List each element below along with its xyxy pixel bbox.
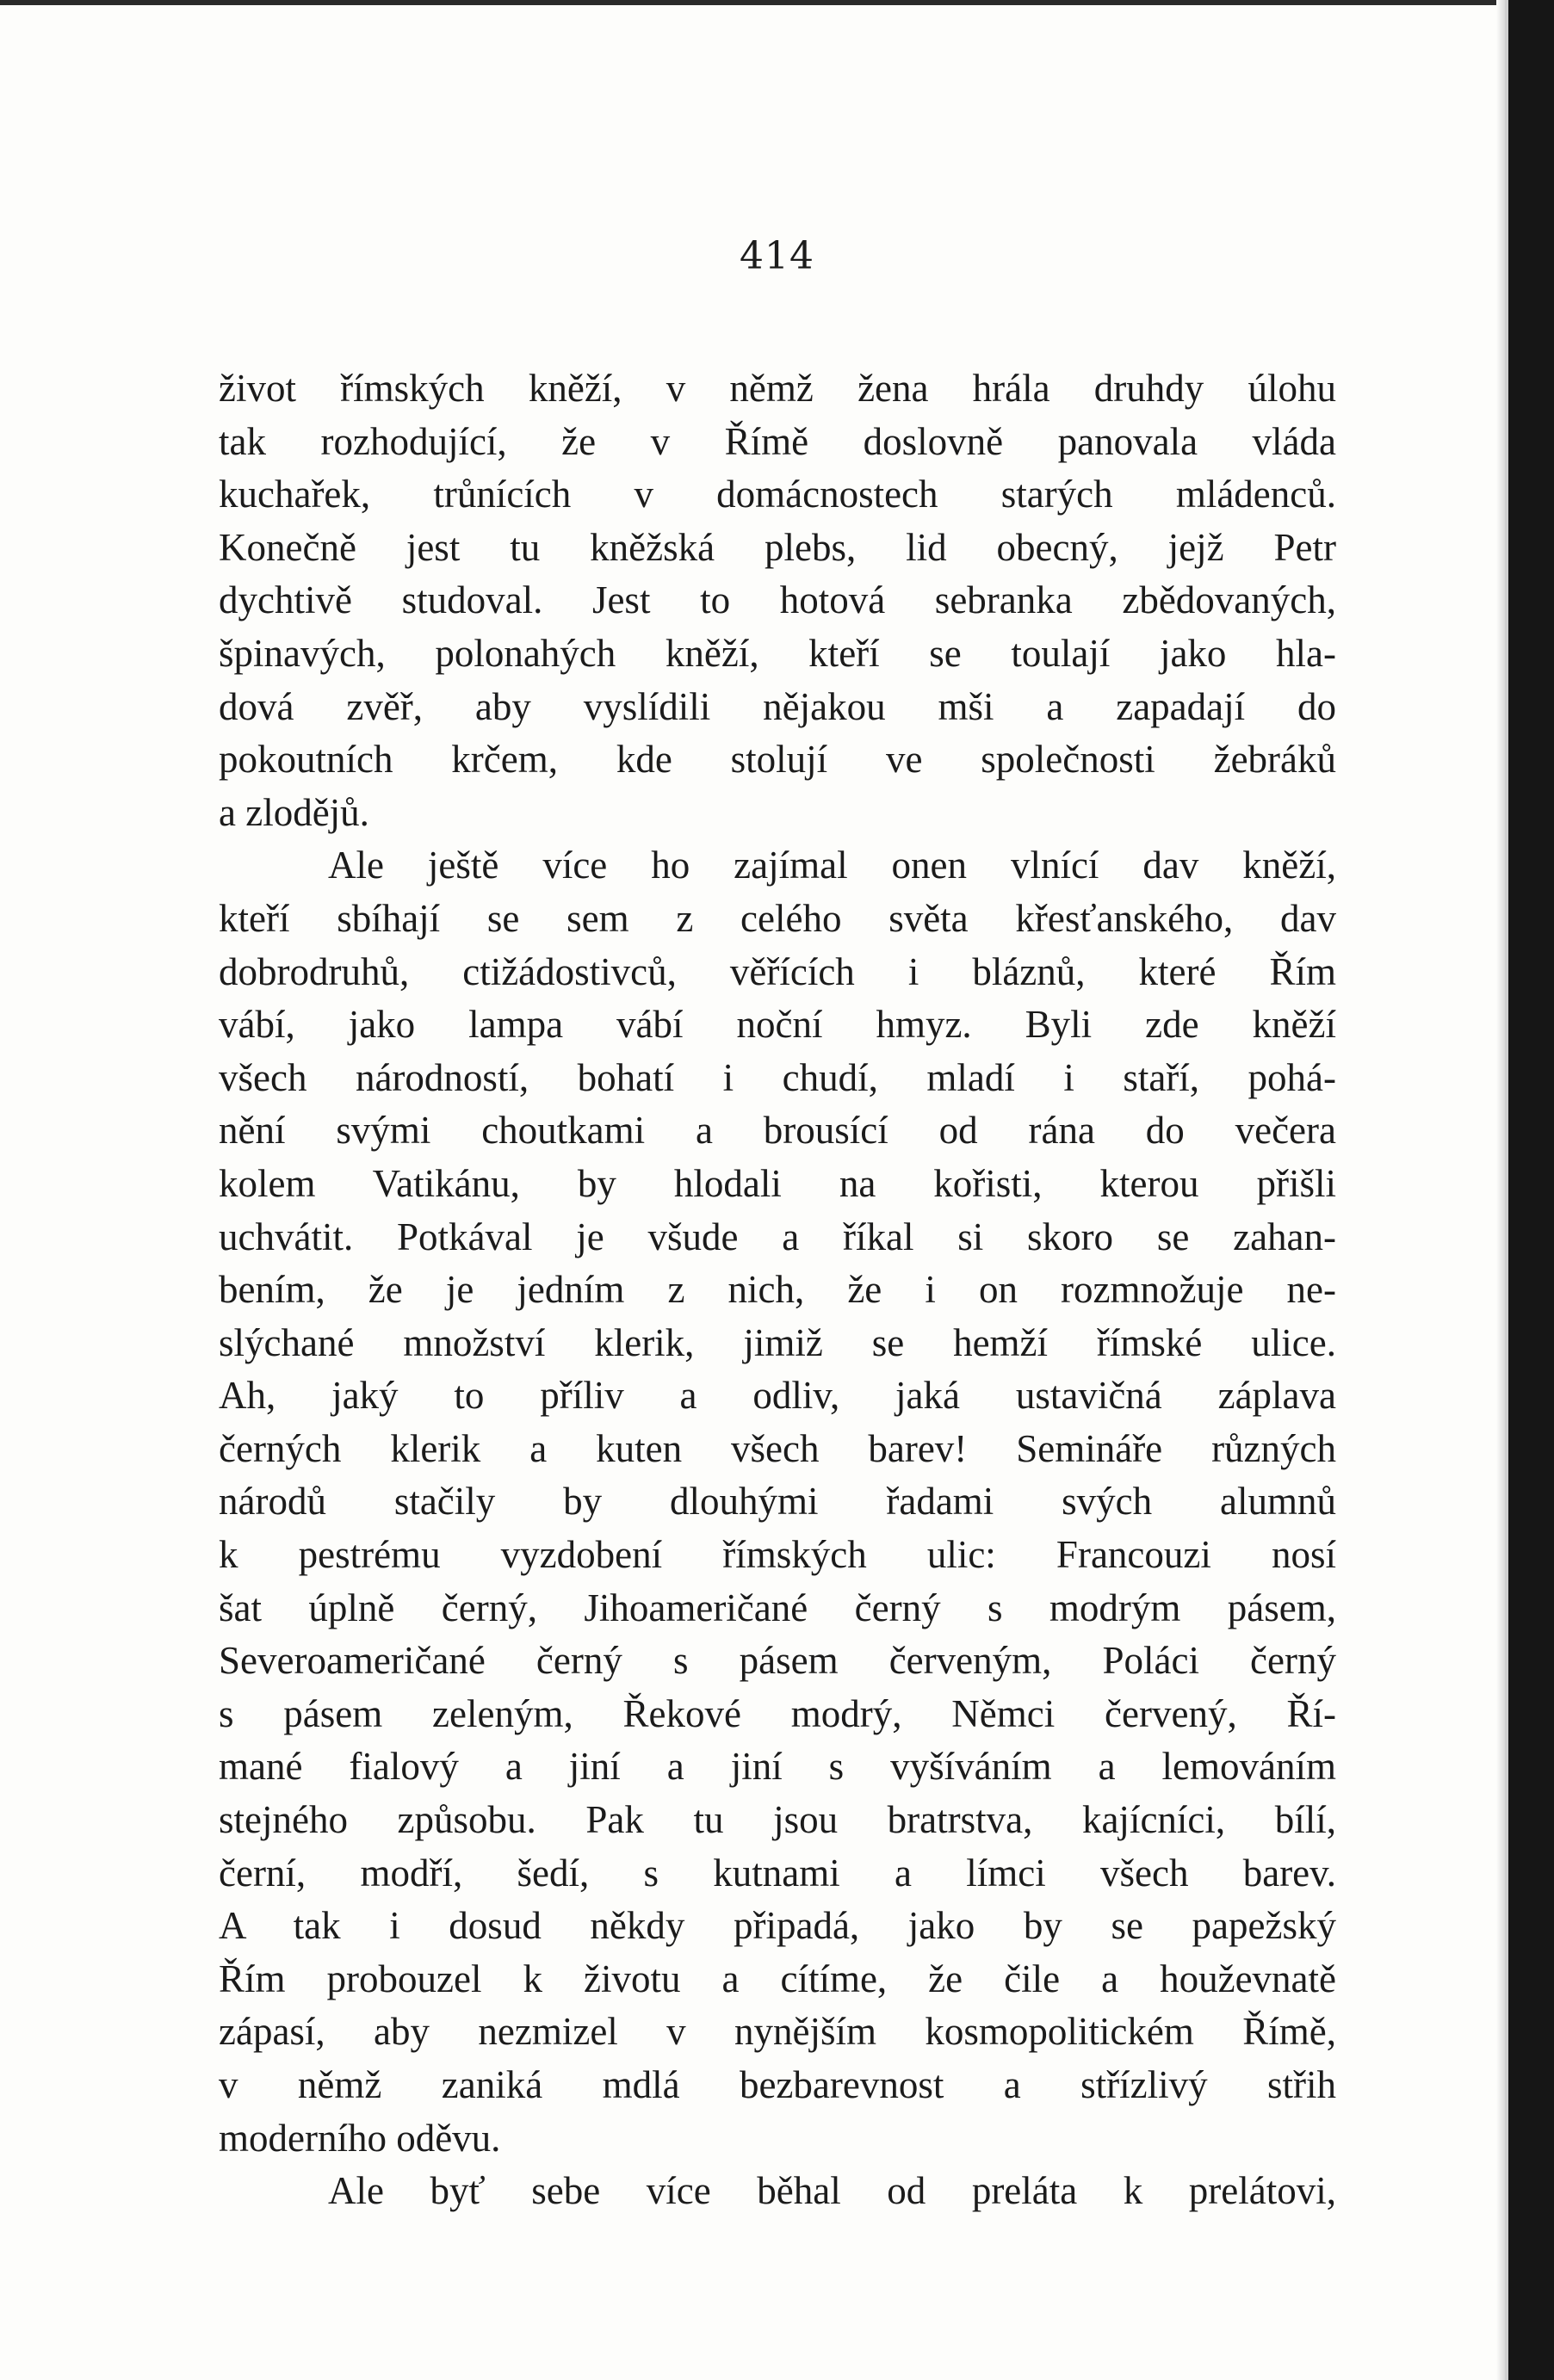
text-line: tak rozhodující, že v Římě doslovně panovala vláda — [219, 419, 1336, 463]
text-line: slýchané množství klerik, jimiž se hemží římské ulice. — [219, 1320, 1336, 1364]
text-line: Ale ještě více ho zajímal onen vlnící dav kněží, — [328, 844, 1336, 887]
text-line: špinavých, polonahých kněží, kteří se toulají jako hla- — [219, 631, 1336, 675]
text-line: bením, že je jedním z nich, že i on rozmnožuje ne- — [219, 1268, 1336, 1312]
text-line: zápasí, aby nezmizel v nynějším kosmopolitickém Římě, — [219, 2010, 1336, 2054]
text-line: s pásem zeleným, Řekové modrý, Němci červený, Ří- — [219, 1691, 1336, 1735]
text-line: a zlodějů. — [219, 790, 369, 834]
text-line: A tak i dosud někdy připadá, jako by se papežský — [219, 1904, 1336, 1948]
text-line: vábí, jako lampa vábí noční hmyz. Byli zde kněží — [219, 1003, 1336, 1047]
text-line: dychtivě studoval. Jest to hotová sebranka zbědovaných, — [219, 578, 1336, 622]
text-line: černí, modří, šedí, s kutnami a límci všech barev. — [219, 1851, 1336, 1895]
scan-top-edge — [0, 0, 1554, 5]
text-line: kolem Vatikánu, by hlodali na kořisti, kterou přišli — [219, 1161, 1336, 1205]
text-line: Konečně jest tu kněžská plebs, lid obecný, jejž Petr — [219, 525, 1336, 569]
text-line: dobrodruhů, ctižádostivců, věřících i bláznů, které Řím — [219, 949, 1336, 993]
text-line: pokoutních krčem, kde stolují ve společnosti žebráků — [219, 738, 1336, 782]
text-line: kuchařek, trůnících v domácnostech starých mládenců. — [219, 473, 1336, 516]
text-line: národů stačily by dlouhými řadami svých alumnů — [219, 1480, 1336, 1524]
scan-binding-edge — [1505, 0, 1554, 2380]
text-line: kteří sbíhají se sem z celého světa křesťanského, dav — [219, 896, 1336, 940]
text-line: Severoameričané černý s pásem červeným, Poláci černý — [219, 1639, 1336, 1683]
text-line: v němž zaniká mdlá bezbarevnost a střízlivý střih — [219, 2063, 1336, 2106]
text-line: moderního oděvu. — [219, 2116, 501, 2160]
body-text — [219, 362, 1336, 2218]
text-line: život římských kněží, v němž žena hrála druhdy úlohu — [219, 367, 1336, 410]
text-line: všech národností, bohatí i chudí, mladí i staří, pohá- — [219, 1055, 1336, 1099]
text-line: černých klerik a kuten všech barev! Semináře různých — [219, 1426, 1336, 1470]
text-line: šat úplně černý, Jihoameričané černý s modrým pásem, — [219, 1586, 1336, 1629]
text-line: dová zvěř, aby vyslídili nějakou mši a zapadají do — [219, 684, 1336, 728]
text-line: Ah, jaký to příliv a odliv, jaká ustavičná záplava — [219, 1374, 1336, 1418]
text-line: k pestrému vyzdobení římských ulic: Francouzi nosí — [219, 1533, 1336, 1577]
text-line: stejného způsobu. Pak tu jsou bratrstva, kajícníci, bílí, — [219, 1798, 1336, 1842]
text-line: Ale byť sebe více běhal od preláta k prelátovi, — [328, 2169, 1336, 2213]
text-line: Řím probouzel k životu a cítíme, že čile a houževnatě — [219, 1957, 1336, 2000]
text-line: nění svými choutkami a brousící od rána do večera — [219, 1109, 1336, 1153]
text-line: uchvátit. Potkával je všude a říkal si skoro se zahan- — [219, 1215, 1336, 1258]
binding-shadow — [1496, 0, 1505, 2380]
page-number: 414 — [740, 234, 814, 278]
text-line: mané fialový a jiní a jiní s vyšíváním a lemováním — [219, 1745, 1336, 1789]
